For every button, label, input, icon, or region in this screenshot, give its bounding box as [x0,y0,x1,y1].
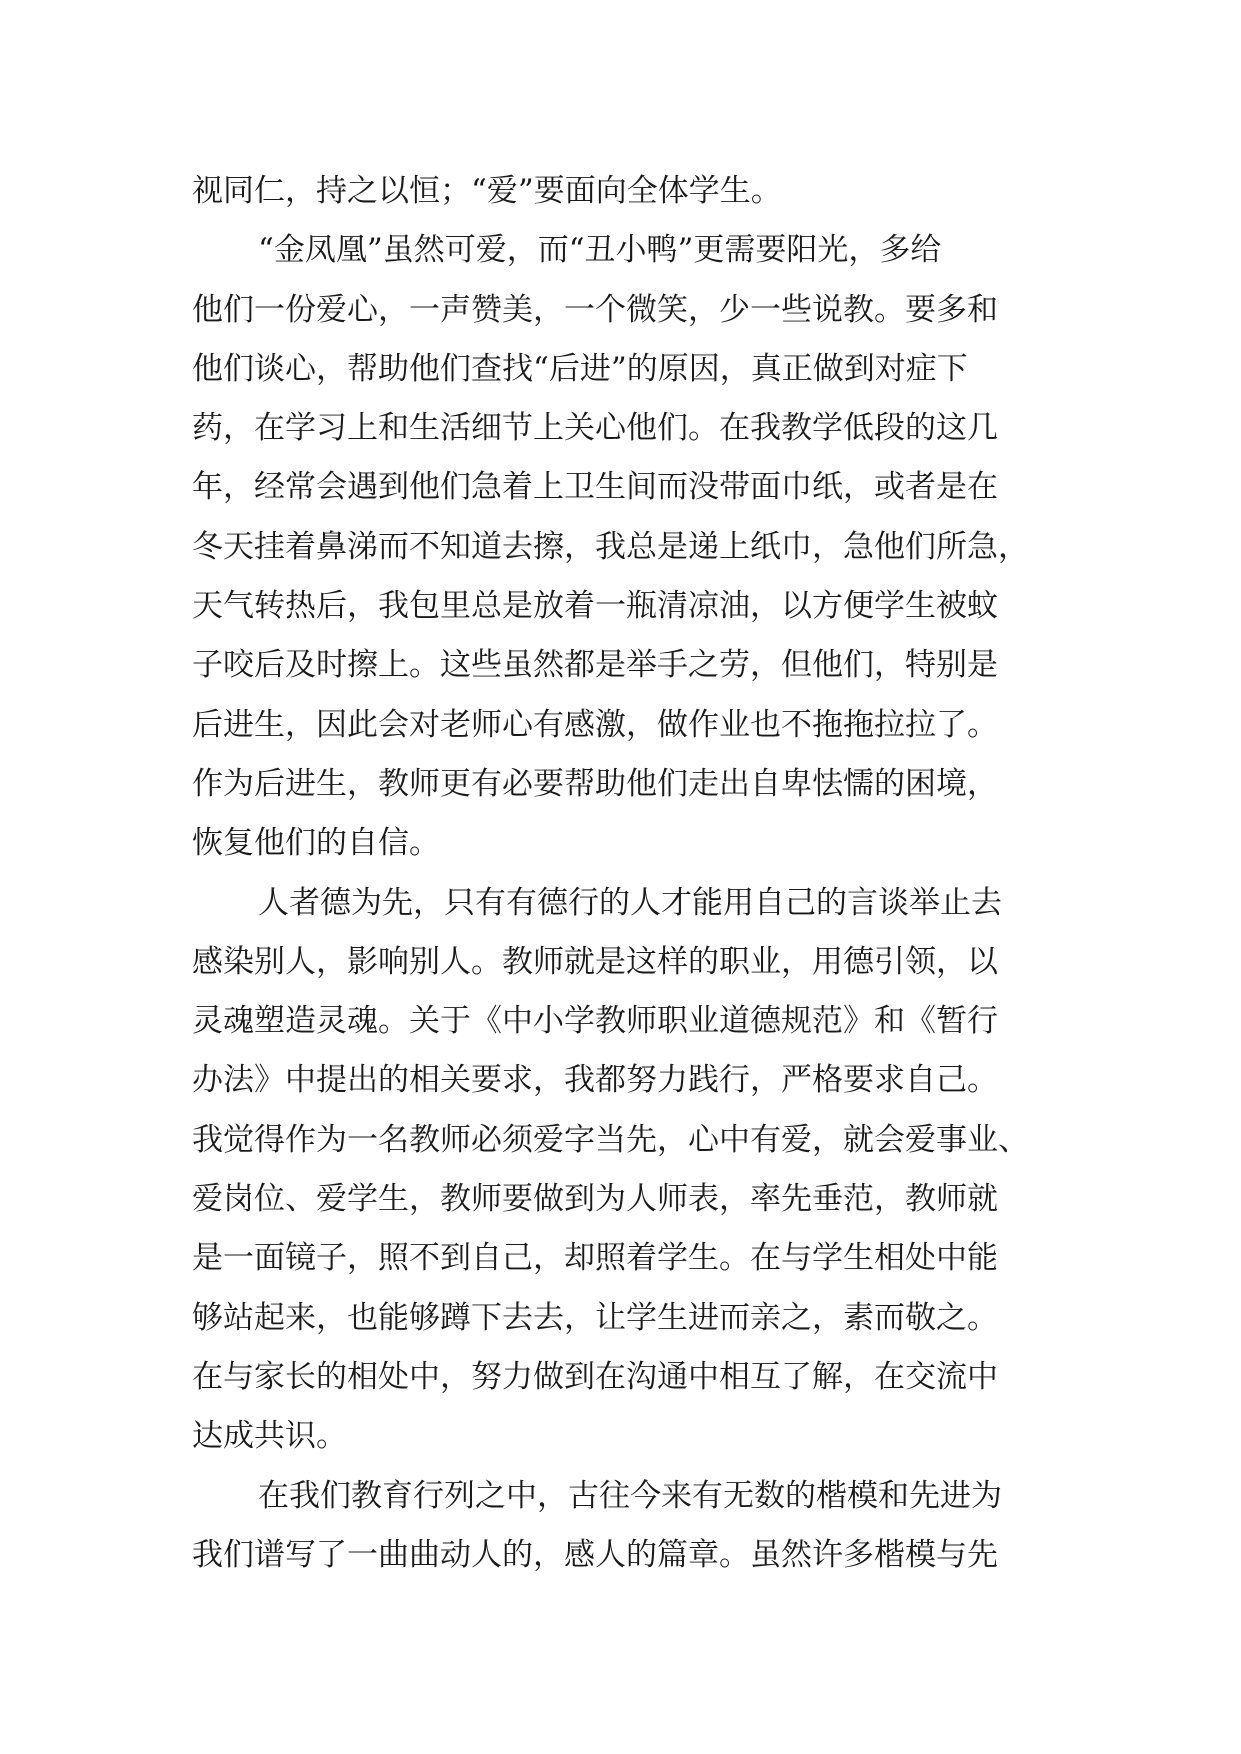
text-line-1: 视同仁，持之以恒；“爱”要面向全体学生。 [192,173,782,209]
text-line-13: 人者德为先，只有有德行的人才能用自己的言谈举止去 [258,884,1002,921]
text-line-15: 灵魂塑造灵魂。关于《中小学教师职业道德规范》和《暂行 [192,1003,998,1040]
text-line-20: 够站起来，也能够蹲下去去，让学生进而亲之，素而敬之。 [192,1299,998,1336]
text-line-24: 我们谱写了一曲曲动人的，感人的篇章。虽然许多楷模与先 [192,1536,998,1573]
text-line-3: 他们一份爱心，一声赞美，一个微笑，少一些说教。要多和 [192,291,998,328]
text-line-14: 感染别人，影响别人。教师就是这样的职业，用德引领，以 [192,943,998,980]
text-line-9: 子咬后及时擦上。这些虽然都是举手之劳，但他们，特别是 [192,647,998,684]
text-line-7: 冬天挂着鼻涕而不知道去擦，我总是递上纸巾，急他们所急， [192,528,1029,565]
text-line-21: 在与家长的相处中，努力做到在沟通中相互了解，在交流中 [192,1358,998,1395]
text-line-5: 药，在学习上和生活细节上关心他们。在我教学低段的这几 [192,410,998,447]
text-line-18: 爱岗位、爱学生，教师要做到为人师表，率先垂范，教师就 [192,1181,998,1218]
text-line-10: 后进生，因此会对老师心有感激，做作业也不拖拖拉拉了。 [192,706,998,743]
text-line-8: 天气转热后，我包里总是放着一瓶清凉油，以方便学生被蚊 [192,588,998,625]
text-line-12: 恢复他们的自信。 [192,825,440,862]
document-body [192,162,1092,1585]
text-line-2: “金凤凰”虽然可爱，而“丑小鸭”更需要阳光，多给 [258,232,942,269]
text-line-11: 作为后进生，教师更有必要帮助他们走出自卑怯懦的困境， [192,765,998,802]
text-line-19: 是一面镜子，照不到自己，却照着学生。在与学生相处中能 [192,1240,998,1277]
text-line-23: 在我们教育行列之中，古往今来有无数的楷模和先进为 [258,1477,1002,1514]
text-line-6: 年，经常会遇到他们急着上卫生间而没带面巾纸，或者是在 [192,469,998,506]
text-line-16: 办法》中提出的相关要求，我都努力践行，严格要求自己。 [192,1062,998,1099]
text-line-17: 我觉得作为一名教师必须爱字当先，心中有爱，就会爱事业、 [192,1121,1029,1158]
text-line-22: 达成共识。 [192,1418,347,1455]
text-line-4: 他们谈心，帮助他们查找“后进”的原因，真正做到对症下 [192,350,968,387]
